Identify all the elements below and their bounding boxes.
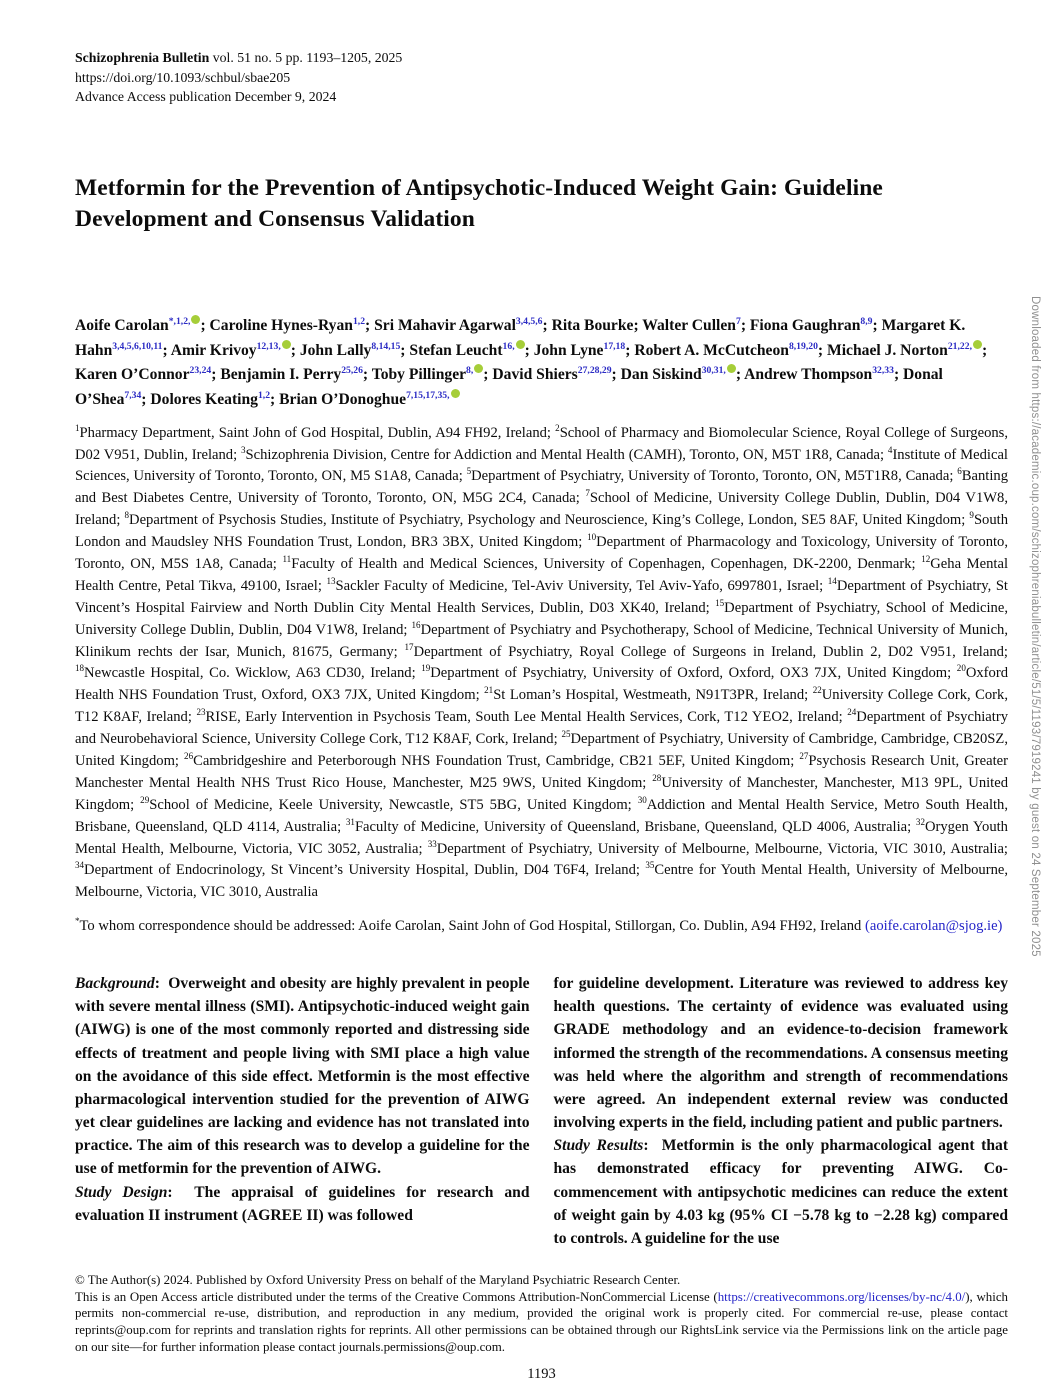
author-name: Sri Mahavir Agarwal: [374, 317, 516, 335]
abstract-section-label: Study Results: [553, 1137, 644, 1155]
affiliation-text: Oxford Health NHS Foundation Trust, Oxford, OX3 7JX, United Kingdom;: [75, 665, 1008, 704]
orcid-icon[interactable]: [474, 365, 483, 376]
affiliation-text: Department of Endocrinology, St Vincent’s University Hospital, Dublin, D04 T6F4, Ireland;: [84, 862, 646, 879]
author-name: Aoife Carolan: [75, 317, 169, 335]
author-affiliation-ref[interactable]: 32,33: [872, 365, 894, 377]
author-separator: ;: [162, 341, 171, 359]
orcid-dot-icon: [973, 340, 982, 349]
license-text-segment: This is an Open Access article distributed under the terms of the Creative Commons Attribution-NonCommercial License (: [75, 1289, 718, 1304]
abstract-paragraph-text: for guideline development. Literature was reviewed to address key health questions. The certainty of evidence was evaluated using GRADE methodology and an evidence-to-decision framework informed the strength of the recommendations. A consensus meeting was held where the algorithm and strength of recommendations were agreed. An independent external review was conducted involving experts in the field, including patient and public partners.: [553, 975, 1008, 1132]
author-name: John Lally: [299, 341, 372, 359]
download-watermark: Downloaded from https://academic.oup.com/schizophreniabulletin/article/51/5/1193/7919241 by guest on 24 September 2025: [1029, 296, 1041, 957]
journal-issue-info: vol. 51 no. 5 pp. 1193–1205, 2025: [209, 50, 403, 65]
affiliation-number: 15: [715, 597, 725, 608]
abstract-right-column: [554, 972, 1009, 1250]
author-separator: ;: [633, 317, 643, 335]
author-separator: ;: [400, 341, 410, 359]
affiliation-text: Department of Psychiatry, School of Medicine, University College Dublin, Dublin, D04 V1W8, Ireland;: [75, 599, 1008, 638]
affiliation-text: Department of Psychiatry and Psychotherapy, School of Medicine, Technical University of Munich, Klinikum rechts der Isar, Munich, 81675, Germany;: [75, 621, 1008, 660]
abstract-paragraph: [75, 972, 530, 1180]
affiliation-number: 5: [466, 466, 472, 477]
affiliation-text: Schizophrenia Division, Centre for Addiction and Mental Health (CAMH), Toronto, ON, M5T 1R8, Canada;: [245, 446, 888, 463]
author-affiliation-ref[interactable]: 30,31,: [701, 365, 726, 377]
affiliation-number: 9: [969, 510, 974, 521]
affiliation-number: 14: [827, 576, 837, 587]
journal-citation-line: [75, 48, 1008, 68]
affiliation-text: Centre for Youth Mental Health, University of Melbourne, Melbourne, Victoria, VIC 3010, Australia: [75, 862, 1008, 901]
orcid-icon[interactable]: [727, 365, 736, 376]
author-separator: ;: [817, 341, 827, 359]
author-name: Stefan Leucht: [409, 341, 503, 359]
affiliation-text: Department of Psychiatry, Royal College of Surgeons in Ireland, Dublin 2, D02 V951, Ireland;: [413, 643, 1008, 660]
affiliation-number: 34: [75, 860, 85, 871]
author-name: David Shiers: [492, 366, 578, 384]
affiliation-text: Department of Pharmacology and Toxicology, University of Toronto, Toronto, ON, M5S 1A8, Canada;: [75, 534, 1008, 573]
author-affiliation-ref[interactable]: 8,19,20: [788, 340, 818, 352]
affiliation-text: University of Manchester, Manchester, M13 9PL, United Kingdom;: [75, 774, 1009, 813]
author-affiliation-ref[interactable]: 16,: [502, 340, 515, 352]
correspondence-email-link[interactable]: (aoife.carolan@sjog.ie): [864, 918, 1003, 935]
abstract-section-colon: :: [167, 1183, 195, 1201]
abstract-section-colon: :: [154, 975, 169, 993]
affiliation-number: 35: [645, 860, 655, 871]
affiliation-text: RISE, Early Intervention in Psychosis Team, South Lee Mental Health Services, Cork, T12 YEO2, Ireland;: [205, 709, 848, 726]
affiliation-number: 28: [652, 773, 662, 784]
author-name: John Lyne: [533, 341, 604, 359]
affiliation-text: Department of Psychiatry, University of Oxford, Oxford, OX3 7JX, United Kingdom;: [430, 665, 957, 682]
author-separator: ;: [872, 317, 882, 335]
author-affiliation-ref[interactable]: 17,18: [603, 340, 626, 352]
affiliation-number: 3: [241, 444, 246, 455]
affiliation-number: 29: [140, 794, 150, 805]
author-affiliation-ref[interactable]: 7,34: [124, 389, 142, 401]
orcid-icon[interactable]: [973, 341, 982, 352]
affiliation-number: 32: [915, 816, 925, 827]
abstract-paragraph-text: The appraisal of guidelines for research and evaluation II instrument (AGREE II) was followed: [75, 1183, 530, 1224]
author-affiliation-ref[interactable]: 23,24: [189, 365, 212, 377]
affiliation-number: 11: [282, 554, 292, 565]
author-name: Walter Cullen: [642, 317, 736, 335]
affiliation-text: Department of Psychosis Studies, Institute of Psychiatry, Psychology and Neuroscience, King’s College, London, SE5 8AF, United Kingdom;: [129, 512, 970, 529]
affiliation-number: 19: [421, 663, 431, 674]
affiliation-text: Department of Psychiatry, University of Cambridge, Cambridge, CB20SZ, United Kingdom;: [75, 731, 1008, 770]
author-affiliation-ref[interactable]: 25,26: [341, 365, 363, 377]
license-link[interactable]: https://creativecommons.org/licenses/by-nc/4.0/: [717, 1289, 966, 1304]
affiliation-text: Department of Psychiatry, University of Melbourne, Melbourne, Victoria, VIC 3010, Australia;: [436, 840, 1008, 857]
author-separator: ;: [740, 317, 750, 335]
abstract-paragraph-text: Metformin is the only pharmacological agent that has demonstrated efficacy for preventing AIWG. Co-commencement with antipsychotic medicines can reduce the extent of weight gain by 4.03 kg (95% CI −5.78 kg to −2.28 kg) compared to controls. A guideline for the use: [553, 1137, 1009, 1247]
author-separator: ;: [483, 366, 493, 384]
author-affiliation-ref[interactable]: 7,15,17,35,: [406, 389, 450, 401]
affiliation-number: 16: [411, 619, 421, 630]
affiliation-number: 25: [561, 729, 571, 740]
affiliation-number: 22: [812, 685, 822, 696]
copyright-line: © The Author(s) 2024. Published by Oxford University Press on behalf of the Maryland Psychiatric Research Center.: [75, 1273, 681, 1288]
orcid-dot-icon: [451, 389, 460, 398]
affiliation-text: Department of Psychiatry and Neurobehavioral Science, University College Cork, T12 K8AF, Cork, Ireland;: [75, 709, 1008, 748]
author-affiliation-ref[interactable]: 3,4,5,6: [515, 315, 543, 327]
affiliation-number: 1: [75, 422, 80, 433]
author-separator: ;: [200, 317, 210, 335]
author-affiliation-ref[interactable]: 12,13,: [256, 340, 281, 352]
affiliation-number: 24: [847, 707, 857, 718]
author-name: Caroline Hynes-Ryan: [209, 317, 353, 335]
author-name: Brian O’Donoghue: [279, 391, 407, 409]
author-name: Donal O’Shea: [75, 366, 943, 409]
abstract-section-label: Study Design: [75, 1183, 168, 1201]
author-affiliation-ref[interactable]: 1,2: [257, 389, 271, 401]
affiliation-text: Faculty of Health and Medical Sciences, University of Copenhagen, Copenhagen, DK-2200, Denmark;: [291, 556, 922, 573]
correspondence-text: To whom correspondence should be addressed: Aoife Carolan, Saint John of God Hospital, Stillorgan, Co. Dublin, A94 FH92, Ireland: [79, 918, 865, 935]
author-separator: ;: [211, 366, 221, 384]
affiliation-text: University College Cork, Cork, T12 K8AF, Ireland;: [75, 687, 1008, 726]
correspondence-star: *: [75, 916, 80, 927]
affiliation-number: 20: [956, 663, 966, 674]
author-separator: ;: [524, 341, 534, 359]
author-affiliation-ref[interactable]: 27,28,29: [577, 365, 612, 377]
author-separator: ;: [141, 391, 151, 409]
author-name: Rita Bourke: [551, 317, 634, 335]
affiliation-number: 26: [184, 751, 194, 762]
affiliation-number: 12: [921, 554, 931, 565]
page-number: 1193: [527, 1366, 556, 1383]
article-title: Metformin for the Prevention of Antipsychotic-Induced Weight Gain: Guideline Development and Consensus Validation: [75, 174, 883, 233]
license-text-segment: ), which permits non-commercial re-use, distribution, and reproduction in any medium, provided the original work is properly cited. For commercial re-use, please contact reprints@oup.com for reprints and translation rights for reprints. All other permissions can be obtained through our RightsLink service via the Permissions link on the article page on our site—for further information please contact journals.permissions@oup.com.: [75, 1289, 1008, 1354]
author-separator: ;: [362, 366, 372, 384]
author-affiliation-ref[interactable]: 8,: [466, 365, 474, 377]
author-affiliation-ref[interactable]: 8,14,15: [371, 340, 401, 352]
orcid-dot-icon: [516, 340, 525, 349]
author-name: Dolores Keating: [150, 391, 258, 409]
affiliation-number: 10: [587, 532, 597, 543]
abstract-paragraph: [554, 972, 1009, 1134]
affiliation-number: 13: [326, 576, 336, 587]
journal-doi: https://doi.org/10.1093/schbul/sbae205: [75, 69, 291, 85]
affiliation-text: Geha Mental Health Centre, Petal Tikva, 49100, Israel;: [75, 556, 1009, 594]
orcid-dot-icon: [282, 340, 291, 349]
affiliation-number: 8: [124, 510, 130, 521]
affiliation-text: Newcastle Hospital, Co. Wicklow, A63 CD30, Ireland;: [84, 665, 422, 682]
abstract-paragraph: [554, 1134, 1009, 1250]
orcid-icon[interactable]: [282, 341, 291, 352]
affiliation-text: Cambridgeshire and Peterborough NHS Foundation Trust, Cambridge, CB21 5EF, United Kingdom;: [193, 753, 800, 770]
author-separator: ;: [290, 341, 300, 359]
affiliation-number: 4: [887, 444, 893, 455]
author-affiliation-ref[interactable]: 21,22,: [947, 340, 972, 352]
author-affiliation-ref[interactable]: *,1,2,: [168, 315, 191, 327]
author-name: Robert A. McCutcheon: [634, 341, 789, 359]
author-separator: ;: [542, 317, 552, 335]
abstract-left-column: [75, 972, 530, 1250]
orcid-dot-icon: [474, 364, 483, 373]
author-separator: ;: [625, 341, 635, 359]
affiliation-text: School of Pharmacy and Biomolecular Science, Royal College of Surgeons, D02 V951, Dublin, Ireland;: [75, 424, 1008, 463]
author-name: Margaret K. Hahn: [75, 317, 966, 359]
author-separator: ;: [981, 341, 988, 359]
affiliation-text: Addiction and Mental Health Service, Metro South Health, Brisbane, Queensland, QLD 4114, Australia;: [75, 796, 1008, 835]
affiliation-number: 23: [196, 707, 206, 718]
affiliation-text: Sackler Faculty of Medicine, Tel-Aviv University, Tel Aviv-Yafo, 6997801, Israel;: [335, 577, 828, 594]
author-name: Fiona Gaughran: [749, 317, 861, 335]
author-name: Karen O’Connor: [75, 366, 190, 384]
author-list: [75, 314, 1008, 413]
author-separator: ;: [270, 391, 280, 409]
affiliation-text: Department of Psychiatry, University of Toronto, Toronto, ON, M5T1R8, Canada;: [471, 468, 958, 485]
affiliation-text: School of Medicine, Keele University, Newcastle, ST5 5BG, United Kingdom;: [149, 796, 638, 813]
author-name: Toby Pillinger: [371, 366, 467, 384]
abstract-section-label: Background: [75, 975, 155, 993]
author-separator: ;: [365, 317, 375, 335]
affiliation-number: 27: [799, 751, 809, 762]
journal-name: Schizophrenia Bulletin: [75, 50, 210, 65]
author-name: Amir Krivoy: [170, 341, 257, 359]
affiliation-number: 2: [555, 422, 560, 433]
orcid-dot-icon: [727, 364, 736, 373]
affiliation-number: 17: [404, 641, 414, 652]
affiliation-text: Department of Psychiatry, St Vincent’s Hospital Fairview and North Dublin City Mental Health Services, Dublin, D03 XK40, Ireland;: [75, 577, 1008, 616]
author-affiliation-ref[interactable]: 7: [735, 315, 741, 327]
affiliation-text: Pharmacy Department, Saint John of God Hospital, Dublin, A94 FH92, Ireland;: [79, 424, 556, 441]
affiliation-number: 7: [585, 488, 590, 499]
affiliation-text: Banting and Best Diabetes Centre, University of Toronto, Toronto, ON, M5G 2C4, Canada;: [75, 468, 1008, 507]
abstract-section-colon: :: [643, 1137, 662, 1155]
author-separator: ;: [893, 366, 904, 384]
abstract-paragraph-text: Overweight and obesity are highly prevalent in people with severe mental illness (SMI). Antipsychotic-induced weight gain (AIWG) is one of the most commonly reported and distressing side effects of treatment and people living with SMI place a high value on the avoidance of this side effect. Metformin is the most effective pharmacological intervention studied for the prevention of AIWG yet clear guidelines are lacking and evidence has not translated into practice. The aim of this research was to develop a guideline for the use of metformin for the prevention of AIWG.: [75, 975, 530, 1178]
affiliation-text: Psychosis Research Unit, Greater Manchester Mental Health NHS Trust Rico House, Manchester, M25 9WS, United Kingdom;: [75, 753, 1008, 791]
advance-access-line: Advance Access publication December 9, 2024: [75, 89, 337, 105]
author-affiliation-ref[interactable]: 1,2: [352, 315, 366, 327]
author-separator: ;: [611, 366, 621, 384]
affiliation-number: 33: [427, 838, 437, 849]
author-name: Benjamin I. Perry: [220, 366, 342, 384]
author-affiliation-ref[interactable]: 3,4,5,6,10,11: [112, 340, 163, 352]
author-name: Dan Siskind: [620, 366, 702, 384]
affiliations: [75, 423, 1008, 905]
license-text: [75, 1289, 1008, 1356]
author-name: Andrew Thompson: [744, 366, 873, 384]
orcid-icon[interactable]: [516, 341, 525, 352]
affiliation-text: Faculty of Medicine, University of Queensland, Brisbane, Queensland, QLD 4006, Australia;: [354, 818, 916, 835]
affiliation-text: South London and Maudsley NHS Foundation Trust, London, BR3 3BX, United Kingdom;: [75, 512, 1008, 551]
affiliation-number: 6: [957, 466, 962, 477]
author-affiliation-ref[interactable]: 8,9: [860, 315, 873, 327]
journal-header: [75, 48, 1008, 107]
affiliation-number: 18: [75, 663, 85, 674]
affiliation-text: St Loman’s Hospital, Westmeath, N91T3PR, Ireland;: [493, 687, 813, 704]
author-name: Michael J. Norton: [827, 341, 948, 359]
correspondence-note: [75, 916, 1008, 938]
license-footer: [75, 1272, 1008, 1355]
affiliation-text: School of Medicine, University College Dublin, Dublin, D04 V1W8, Ireland;: [75, 490, 1008, 529]
affiliation-number: 21: [484, 685, 494, 696]
orcid-icon[interactable]: [451, 390, 460, 401]
affiliation-text: Institute of Medical Sciences, University of Toronto, Toronto, ON, M5 S1A8, Canada;: [75, 446, 1008, 485]
affiliation-number: 30: [637, 794, 647, 805]
author-separator: ;: [735, 366, 745, 384]
abstract-paragraph: [75, 1181, 530, 1227]
affiliation-number: 31: [345, 816, 355, 827]
abstract: [75, 972, 1008, 1250]
affiliation-text: Orygen Youth Mental Health, Melbourne, Victoria, VIC 3052, Australia;: [75, 818, 1008, 857]
